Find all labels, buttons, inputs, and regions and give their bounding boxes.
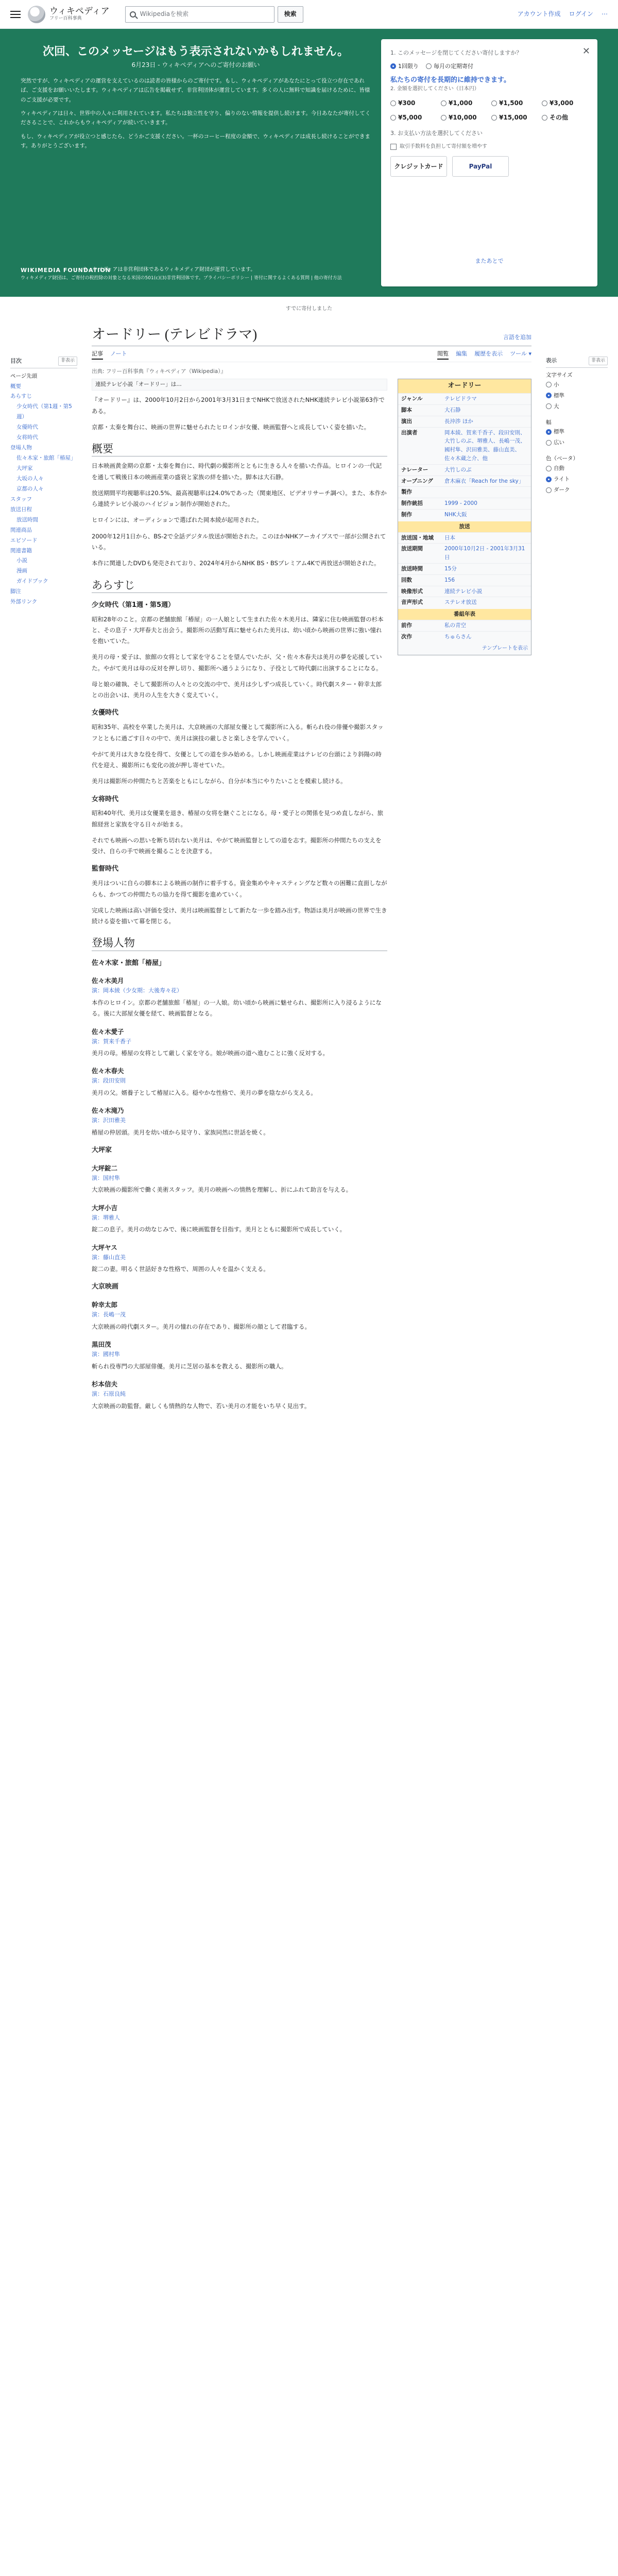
amount-label: ¥5,000 (398, 113, 422, 121)
banner-paragraph: ウィキペディアは日々、世界中の人々に利用されています。私たちは独立性を守り、偏りのない情報を提供し続けます。今日あなたが寄付してくださることで、これからもウィキペディアが続いていきます。 (21, 110, 371, 126)
radio-icon (542, 115, 547, 121)
view-tabs (437, 349, 531, 360)
view-tab-3[interactable]: ツール ▾ (510, 350, 531, 358)
infobox-label: 出演者 (401, 429, 418, 436)
overview-paragraph: 2000年12月1日から、BS-2で全話デジタル放送が開始された。このほかNHKアーカイブスで一部が公開されている。 (92, 532, 386, 551)
wikipedia-logo[interactable] (28, 6, 45, 23)
paypal-button[interactable]: PayPal (452, 156, 509, 177)
hatnote: 連続テレビ小説「オードリー」は… (92, 379, 387, 391)
radio-icon (390, 100, 396, 106)
appearance-option-label: ダーク (554, 487, 570, 494)
radio-icon (542, 100, 547, 106)
main-content (77, 326, 546, 1415)
appearance-option[interactable] (546, 485, 608, 496)
toc-item[interactable]: ガイドブック (16, 578, 48, 585)
banner-message (21, 39, 371, 155)
site-name: ウィキペディア (49, 6, 110, 17)
appearance-option-label: 広い (554, 439, 564, 446)
radio-icon (491, 115, 497, 121)
character-name: 幹幸太郎 (92, 1301, 118, 1309)
amount-label: ¥1,000 (449, 99, 473, 107)
character-name: 佐々木愛子 (92, 1027, 124, 1036)
amount-label: ¥1,500 (499, 99, 523, 107)
toc-item[interactable]: スタッフ (10, 496, 32, 502)
appearance-group-title: 文字サイズ (546, 371, 573, 378)
infobox-label: 放送時間 (401, 566, 423, 572)
radio-icon (546, 466, 552, 471)
toc-title: 目次 (10, 358, 22, 364)
wikimedia-logo: WIKIMEDIA FOUNDATION (21, 267, 111, 274)
character-actor[interactable]: 演：国村隼 (92, 1174, 120, 1181)
toc-item[interactable]: 登場人物 (10, 445, 32, 451)
toc-item[interactable]: あらすじ (10, 393, 32, 400)
infobox-value[interactable]: 連続テレビ小説 (444, 588, 483, 595)
maybe-later-link[interactable]: またあとで (475, 258, 504, 265)
overview-section (92, 461, 387, 569)
appearance-option[interactable] (546, 380, 608, 391)
infobox-label: 次作 (401, 633, 412, 640)
appearance-option-label: 自動 (554, 465, 564, 472)
page-tabs (92, 349, 531, 362)
overview-paragraph: ヒロインには、オーディションで選ばれた岡本綾が起用された。 (92, 516, 263, 524)
infobox-value[interactable]: 日本 (444, 534, 455, 541)
appearance-option[interactable] (546, 391, 608, 401)
search-button[interactable]: 検索 (278, 6, 303, 23)
toc-item[interactable]: 少女時代（第1週・第5週） (16, 403, 72, 420)
infobox-row (398, 509, 531, 520)
toc-item[interactable]: 外部リンク (10, 599, 38, 605)
infobox-value[interactable]: 2000年10月2日 - 2001年3月31日 (444, 546, 525, 561)
radio-icon (441, 100, 447, 106)
infobox (398, 379, 531, 655)
character-name: 大坪小吉 (92, 1204, 118, 1212)
wikimedia-tagline: ウィキペディアは非営利団体であるウィキメディア財団が運営しています。 (82, 267, 256, 273)
infobox-row (398, 464, 531, 476)
infobox-value[interactable]: 長沖渉 ほか (444, 418, 473, 425)
character-description: 大京映画の助監督。厳しくも情熱的な人物で、若い美月の才能をいち早く見出す。 (92, 1402, 311, 1410)
amount-option[interactable] (491, 98, 538, 108)
article-body (92, 379, 531, 1414)
toc-item[interactable]: 放送日程 (10, 506, 32, 513)
radio-icon (441, 115, 447, 121)
language-button[interactable]: 言語を追加 (503, 334, 531, 341)
appearance-header (546, 357, 608, 368)
infobox-row (398, 586, 531, 597)
character-description: 美月の母。椿屋の女将として厳しく家を守る。娘が映画の道へ進むことに強く反対する。 (92, 1049, 329, 1057)
infobox-section-chronology: 番組年表 (398, 609, 531, 620)
infobox-value[interactable]: 岡本綾、賀来千香子、段田安則、大竹しのぶ、堺雅人、長嶋一茂、國村隼、沢田雅美、藤山直美、佐々木蔵之介、他 (444, 429, 526, 462)
amount-option[interactable] (390, 113, 437, 123)
character-actor[interactable]: 演：堺雅人 (92, 1214, 120, 1221)
infobox-row (398, 563, 531, 574)
infobox-label: 前作 (401, 622, 412, 629)
toc-item[interactable]: 概要 (10, 383, 21, 389)
appearance-option-label: 標準 (554, 392, 564, 399)
amount-label: ¥300 (398, 99, 416, 107)
checkbox-icon (390, 144, 397, 150)
character-name: 佐々木春夫 (92, 1067, 124, 1075)
cast-section (92, 958, 387, 1412)
amount-option[interactable] (390, 98, 437, 108)
synopsis-paragraph: 美月はついに自らの脚本による映画の制作に着手する。資金集めやキャスティングなど数々の困難に直面しながらも、かつての仲間たちの協力を得て撮影を進めていく。 (92, 879, 387, 898)
character-description: 斬られ役専門の大部屋俳優。美月に芝居の基本を教える、撮影所の職人。 (92, 1362, 287, 1370)
synopsis-paragraph: 美月の母・愛子は、旅館の女将として家を守ることを望んでいたが、父・佐々木春夫は美月の夢を応援していた。やがて美月は母の反対を押し切り、撮影所へ通うようになり、子役として時代劇に出演することになる。 (92, 653, 382, 672)
overview-paragraph: 本作に関連したDVDも発売されており、2024年4月からNHK BS・BSプレミアム4Kで再放送が開始された。 (92, 560, 380, 567)
infobox-label: ジャンル (401, 396, 423, 402)
character-name: 佐々木美月 (92, 977, 124, 985)
radio-icon (390, 115, 396, 121)
toc-item[interactable]: 関連書籍 (10, 547, 32, 554)
search-input[interactable] (125, 6, 274, 23)
appearance-option-label: 小 (554, 381, 559, 388)
donation-question: 1. このメッセージを閉じてください寄付しますか？ (390, 49, 522, 56)
appearance-group-title: 色（ベータ） (546, 455, 578, 462)
infobox-label: 回数 (401, 577, 412, 583)
character-actor[interactable]: 演：國村隼 (92, 1351, 120, 1358)
amount-options (390, 98, 588, 122)
infobox-rows-chronology (398, 620, 531, 642)
header-link[interactable]: アカウント作成 (517, 10, 561, 18)
infobox-label: 放送国・地域 (401, 534, 434, 541)
infobox-row (398, 486, 531, 498)
radio-icon (546, 477, 552, 482)
character-description: 大京映画の時代劇スター。美月の憧れの存在であり、撮影所の顔として君臨する。 (92, 1323, 311, 1330)
lead-paragraph: 京都・太秦を舞台に、映画の世界に魅せられたヒロインが女優、映画監督へと成長していく姿を描いた。 (92, 423, 370, 431)
infobox-label: オープニング (401, 478, 433, 484)
infobox-label: 制作 (401, 512, 412, 518)
cast-group-heading: 大坪家 (92, 1146, 112, 1155)
tab-0[interactable]: 記事 (92, 349, 103, 360)
tab-1[interactable]: ノート (110, 350, 127, 358)
infobox-row (398, 597, 531, 608)
banner-paragraph: 突然ですが、ウィキペディアの運営を支えているのは読者の皆様からのご寄付です。もし、ウィキペディアがあなたにとって役立つ存在であれば、ご支援をお願いいたします。ウィキペディアは広告を掲載せず、非営利団体が運営しています。多くの人に無料で知識を届けるために、皆様のご支援が必要です。 (21, 77, 370, 103)
toc-item[interactable]: 漫画 (16, 568, 27, 574)
character-description: 錠二の息子。美月の幼なじみで、後に映画監督を目指す。美月とともに撮影所で成長していく。 (92, 1226, 346, 1233)
donation-form (381, 39, 597, 286)
infobox-label: 脚本 (401, 407, 412, 414)
infobox-row (398, 532, 531, 544)
character-name: 大坪ヤス (92, 1243, 117, 1251)
amount-label: ¥3,000 (550, 99, 574, 107)
infobox-value[interactable]: ステレオ放送 (444, 599, 477, 606)
infobox-label: 映像形式 (401, 588, 423, 595)
toc-item[interactable]: 放送時間 (16, 516, 38, 523)
radio-icon (546, 487, 552, 493)
section-heading-overview: 概要 (92, 442, 387, 456)
synopsis-section (92, 600, 387, 927)
appearance-option[interactable] (546, 437, 608, 448)
synopsis-paragraph: 昭和28年のこと。京都の老舗旅館「椿屋」の一人娘として生まれた佐々木美月は、隣家に住む映画監督の杉本と、その息子・大坪春夫と出会う。撮影所の活動写真に魅せられた美月は、幼い頃から映画の世界に強い憧れを抱いていた。 (92, 615, 384, 645)
infobox-value[interactable]: 大竹しのぶ (444, 466, 472, 473)
synopsis-subheading: 女将時代 (92, 795, 119, 803)
donation-reason: 私たちの寄付を長期的に維持できます。 (390, 76, 510, 84)
site-sub: 出典: フリー百科事典『ウィキペディア（Wikipedia）』 (92, 368, 226, 375)
payment-methods (390, 156, 588, 177)
toc-item[interactable]: 大坂の人々 (16, 475, 44, 482)
infobox-label: 製作 (401, 489, 412, 496)
overview-paragraph: 放送期間平均視聴率は20.5%、最高視聴率は24.0%であった（関東地区、ビデオリサーチ調べ）。また、本作から連続テレビ小説のハイビジョン制作が開始された。 (92, 489, 387, 508)
banner-title: 次回、このメッセージはもう表示されないかもしれません。 (42, 45, 349, 58)
amount-label: ¥15,000 (499, 113, 527, 121)
site-wordmark[interactable] (49, 7, 110, 22)
character-actor[interactable]: 演：岡本綾（少女期：大後寿々花） (92, 987, 182, 994)
toc-hide-button[interactable]: 非表示 (58, 357, 77, 366)
character-actor[interactable]: 演：沢田雅美 (92, 1117, 126, 1124)
lead-paragraph: 『オードリー』は、2000年10月2日から2001年3月31日までNHKで放送されたNHK連続テレビ小説第63作である。 (92, 396, 385, 415)
amount-question: 2. 金額を選択してください（日本円） (390, 86, 479, 92)
synopsis-paragraph: 昭和35年、高校を卒業した美月は、大京映画の大部屋女優として撮影所に入る。斬られ役の俳優や撮影スタッフとともに過ごす日々の中で、美月は演技の厳しさと楽しさを学んでいく。 (92, 723, 384, 742)
radio-icon (426, 63, 432, 69)
radio-icon (546, 393, 552, 398)
infobox-value[interactable]: 大石静 (444, 407, 461, 414)
view-tab-0[interactable]: 閲覧 (437, 349, 449, 360)
fundraising-banner (0, 29, 618, 297)
synopsis-paragraph: 完成した映画は高い評価を受け、美月は映画監督として新たな一歩を踏み出す。物語は美月が映画の世界で生き続ける姿を描いて幕を閉じる。 (92, 906, 387, 925)
page-title-text: オードリー (テレビドラマ) (92, 327, 258, 342)
character-actor[interactable]: 演：賀来千香子 (92, 1038, 131, 1045)
banner-subtitle: 6月23日 - ウィキペディアへのご寄付のお願い (131, 61, 260, 69)
appearance-group (546, 371, 608, 412)
infobox-row (398, 620, 531, 631)
appearance-option-label: 標準 (554, 429, 564, 435)
character-actor[interactable]: 演：石原良純 (92, 1390, 126, 1397)
infobox-title: オードリー (398, 379, 531, 393)
infobox-value[interactable]: 倉木麻衣「Reach for the sky」 (444, 478, 524, 484)
character-description: 椿屋の仲居頭。美月を幼い頃から見守り、家族同然に世話を焼く。 (92, 1128, 269, 1136)
infobox-row (398, 404, 531, 416)
infobox-rows-broadcast (398, 532, 531, 608)
banner-legal: ウィキメディア財団は、ご寄付の税控除の対象となる米国の501(c)(3)非営利団体です。プライバシーポリシー | 寄付に関するよくある質問 | 他の寄付方法 (21, 276, 342, 281)
synopsis-subheading: 少女時代（第1週・第5週） (92, 601, 175, 609)
close-icon[interactable]: ✕ (582, 46, 590, 57)
template-link[interactable]: テンプレートを表示 (482, 645, 528, 651)
infobox-value[interactable]: テレビドラマ (444, 396, 477, 402)
character-description: 錠二の妻。明るく世話好きな性格で、周囲の人々を温かく支える。 (92, 1265, 269, 1273)
section-heading-synopsis: あらすじ (92, 579, 387, 593)
synopsis-subheading: 監督時代 (92, 865, 119, 873)
synopsis-paragraph: 母と娘の確執、そして撮影所の人々との交流の中で、美月は少しずつ成長していく。時代劇スター・幹幸太郎との出会いは、美月の人生を大きく変えていく。 (92, 680, 382, 699)
radio-icon (491, 100, 497, 106)
page-title (92, 326, 531, 346)
infobox-row (398, 416, 531, 427)
appearance-hide-button[interactable]: 非表示 (589, 357, 608, 365)
search-placeholder: Wikipediaを検索 (140, 10, 189, 18)
appearance-panel (546, 326, 608, 1415)
appearance-option[interactable] (546, 474, 608, 485)
synopsis-paragraph: それでも映画への思いを断ち切れない美月は、やがて映画監督としての道を志す。撮影所の仲間たちの支えを受け、自らの手で映画を撮ることを決意する。 (92, 836, 382, 855)
main-menu-icon[interactable] (10, 11, 21, 18)
infobox-label: 音声形式 (401, 599, 423, 606)
synopsis-paragraph: 美月は撮影所の仲間たちと苦楽をともにしながら、自分が本当にやりたいことを模索し続ける。 (92, 777, 347, 785)
synopsis-paragraph: やがて美月は大きな役を得て、女優としての道を歩み始める。しかし映画産業はテレビの台頭により斜陽の時代を迎え、撮影所にも変化の波が押し寄せていた。 (92, 750, 382, 769)
character-actor[interactable]: 演：段田安則 (92, 1077, 126, 1084)
appearance-title: 表示 (546, 358, 557, 364)
already-donated-link[interactable]: すでに寄付しました (285, 306, 333, 312)
infobox-row (398, 498, 531, 509)
character-actor[interactable]: 演：長嶋一茂 (92, 1311, 126, 1318)
radio-icon (546, 403, 552, 409)
banner-paragraph: もし、ウィキペディアが役立つと感じたら、どうかご支援ください。一杯のコーヒー程度の金額で、ウィキペディアは成長し続けることができます。ありがとうございます。 (21, 133, 370, 149)
infobox-value[interactable]: 1999 - 2000 (444, 500, 477, 507)
amount-option[interactable] (441, 98, 487, 108)
radio-icon (546, 440, 552, 446)
amount-option[interactable] (542, 98, 588, 108)
overview-paragraph: 日本映画黄金期の京都・太秦を舞台に、時代劇の撮影所とともに生きる人々を描いた作品。ヒロインの一代記を通して戦後日本の映画産業の盛衰と家族の絆を描いた。脚本は大石静。 (92, 462, 382, 481)
fee-checkbox-label: 取引手数料を負担して寄付額を増やす (400, 144, 487, 150)
header-link[interactable]: ⋯ (602, 10, 608, 18)
infobox-rows (398, 393, 531, 520)
appearance-option-label: ライト (554, 476, 570, 483)
amount-option[interactable] (542, 113, 588, 123)
character-name: 黒田茂 (92, 1341, 111, 1349)
synopsis-subheading: 女優時代 (92, 709, 119, 717)
page-layout (0, 326, 618, 1415)
appearance-option[interactable] (546, 427, 608, 437)
radio-icon (546, 429, 552, 435)
amount-option[interactable] (441, 113, 487, 123)
appearance-group-title: 幅 (546, 419, 552, 426)
frequency-options (390, 62, 588, 71)
header-link[interactable]: ログイン (569, 10, 593, 18)
infobox-value[interactable]: 15分 (444, 566, 457, 572)
infobox-value[interactable]: 私の青空 (444, 622, 466, 629)
radio-icon (390, 63, 396, 69)
infobox-section-broadcast: 放送 (398, 521, 531, 532)
table-of-contents (10, 326, 77, 1415)
toc-item[interactable]: 脚注 (10, 588, 21, 595)
search-icon (130, 11, 136, 18)
article-text (92, 379, 387, 1414)
toc-item[interactable]: 関連商品 (10, 527, 32, 533)
appearance-group (546, 418, 608, 449)
infobox-row (398, 427, 531, 464)
amount-option[interactable] (491, 113, 538, 123)
infobox-row (398, 543, 531, 563)
frequency-monthly-label: 毎月の定期寄付 (434, 62, 473, 70)
character-description: 大京映画の撮影所で働く美術スタッフ。美月の映画への情熱を理解し、折にふれて助言を与える。 (92, 1186, 352, 1194)
infobox-row (398, 574, 531, 586)
infobox-row (398, 476, 531, 487)
character-name: 佐々木滝乃 (92, 1107, 124, 1115)
infobox-value[interactable]: 156 (444, 577, 455, 583)
section-heading-cast: 登場人物 (92, 936, 387, 951)
character-description: 本作のヒロイン。京都の老舗旅館「椿屋」の一人娘。幼い頃から映画に魅せられ、撮影所に入り浸るようになる。後に大部屋女優を経て、映画監督となる。 (92, 998, 382, 1018)
toc-item[interactable]: 京都の人々 (16, 485, 44, 492)
amount-label: ¥10,000 (449, 113, 477, 121)
site-tagline: フリー百科事典 (49, 15, 82, 21)
appearance-option[interactable] (546, 463, 608, 474)
appearance-option[interactable] (546, 401, 608, 412)
appearance-group (546, 454, 608, 496)
view-tab-1[interactable]: 編集 (456, 350, 468, 358)
infobox-row (398, 631, 531, 642)
namespace-tabs (92, 349, 127, 360)
toc-header (10, 357, 77, 368)
appearance-groups (546, 371, 608, 496)
view-tab-2[interactable]: 履歴を表示 (474, 350, 503, 358)
fee-checkbox[interactable] (390, 143, 588, 151)
character-actor[interactable]: 演：藤山直美 (92, 1253, 126, 1261)
personal-tools (518, 9, 608, 19)
character-description: 美月の父。婿養子として椿屋に入る。穏やかな性格で、美月の夢を陰ながら支える。 (92, 1089, 317, 1096)
cast-group-heading: 佐々木家・旅館「椿屋」 (92, 959, 166, 967)
amount-label: その他 (550, 113, 569, 121)
infobox-label: 制作統括 (401, 500, 423, 507)
infobox-value[interactable] (444, 488, 528, 497)
frequency-monthly[interactable] (426, 62, 473, 71)
infobox-label: 放送期間 (401, 546, 423, 552)
infobox-value[interactable]: ちゅらさん (444, 633, 472, 640)
infobox-row (398, 393, 531, 404)
payment-question: 3. お支払い方法を選択してください (390, 129, 483, 137)
infobox-label: ナレーター (401, 466, 428, 473)
toc-item[interactable]: 女優時代 (16, 424, 38, 431)
toc-item[interactable]: ページ先頭 (10, 372, 38, 379)
appearance-option-label: 大 (554, 403, 559, 410)
toc-list (10, 371, 77, 608)
character-name: 大坪錠二 (92, 1164, 118, 1172)
frequency-once[interactable] (390, 62, 419, 71)
toc-item[interactable]: 大坪家 (16, 465, 33, 472)
toc-item[interactable]: エピソード (10, 537, 38, 544)
toc-item[interactable]: 佐々木家・旅館「椿屋」 (16, 455, 76, 462)
infobox-label: 演出 (401, 418, 412, 425)
synopsis-paragraph: 昭和40年代、美月は女優業を退き、椿屋の女将を継ぐことになる。母・愛子との関係を見つめ直しながら、旅館経営と家族を守る日々が始まる。 (92, 809, 384, 828)
character-name: 杉本信夫 (92, 1380, 118, 1388)
radio-icon (546, 382, 552, 387)
infobox-value[interactable]: NHK大阪 (444, 512, 467, 518)
frequency-once-label: 1回限り (398, 62, 419, 70)
cast-group-heading: 大京映画 (92, 1283, 119, 1291)
toc-item[interactable]: 女将時代 (16, 434, 38, 441)
site-header (0, 0, 618, 29)
toc-item[interactable]: 小説 (16, 557, 27, 564)
credit-card-button[interactable]: クレジットカード (390, 156, 447, 177)
